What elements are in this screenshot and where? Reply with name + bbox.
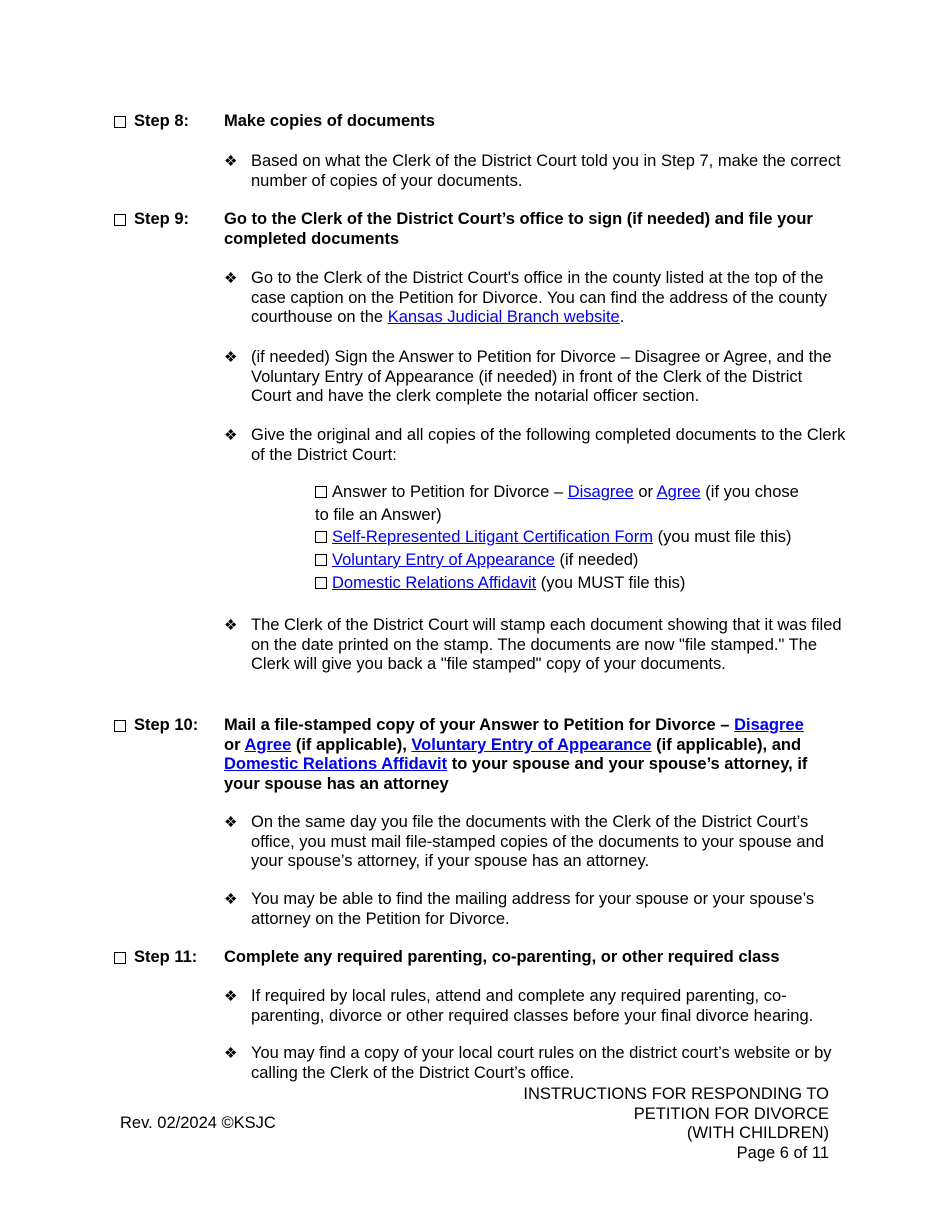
- disagree-link[interactable]: Disagree: [734, 716, 804, 734]
- footer-title-line-3: (WITH CHILDREN): [686, 1124, 829, 1143]
- step-10-heading-text: Mail a file-stamped copy of your Answer to Petition for Divorce –: [224, 716, 735, 734]
- doc-appearance-row: [315, 551, 845, 571]
- bullet-icon: ❖: [224, 891, 238, 908]
- kansas-judicial-branch-link[interactable]: Kansas Judicial Branch website: [387, 308, 620, 327]
- step-9-checkbox[interactable]: [114, 214, 126, 226]
- step-10-bullet-2: You may be able to find the mailing address for your spouse or your spouse’s attorney on the Petition for Divorce.: [251, 890, 815, 928]
- doc-certification-row: [315, 528, 845, 548]
- step-8-checkbox[interactable]: [114, 116, 126, 128]
- bullet-icon: ❖: [224, 814, 238, 831]
- agree-link[interactable]: Agree: [656, 483, 701, 501]
- doc-answer-note: (if you chose: [700, 483, 799, 501]
- footer-revision: Rev. 02/2024 ©KSJC: [120, 1114, 276, 1132]
- doc-affidavit-row: [315, 574, 845, 594]
- step-10-heading-or: or: [224, 735, 245, 754]
- step-9-bullet-4: The Clerk of the District Court will stamp each document showing that it was filed on the date printed on the stamp. The documents are now "file stamped." The Clerk will give you back a "file stamped" copy of your documents.: [251, 616, 842, 674]
- bullet-icon: ❖: [224, 1045, 238, 1062]
- step-10-heading: [224, 716, 844, 794]
- doc-appearance-checkbox[interactable]: [315, 554, 327, 566]
- step-9-label: Step 9:: [134, 210, 190, 228]
- domestic-relations-affidavit-link[interactable]: Domestic Relations Affidavit: [224, 755, 448, 774]
- step-10-checkbox[interactable]: [114, 720, 126, 732]
- step-8-bullet-1: Based on what the Clerk of the District Court told you in Step 7, make the correct number of copies of your documents.: [251, 152, 841, 190]
- step-11-label: Step 11:: [134, 948, 198, 966]
- bullet-icon: ❖: [224, 988, 238, 1005]
- footer-title-line-2: PETITION FOR DIVORCE: [633, 1104, 829, 1123]
- step-9-heading: Go to the Clerk of the District Court’s office to sign (if needed) and file your completed documents: [224, 210, 813, 248]
- step-9-bullet-1: [251, 269, 846, 328]
- doc-affidavit-checkbox[interactable]: [315, 577, 327, 589]
- footer-page-number: Page 6 of 11: [736, 1143, 829, 1162]
- doc-answer-row-cont: to file an Answer): [315, 506, 442, 524]
- voluntary-entry-link[interactable]: Voluntary Entry of Appearance: [411, 735, 652, 754]
- footer-document-title: [523, 1085, 829, 1163]
- doc-affidavit-note: (you MUST file this): [536, 574, 686, 592]
- domestic-relations-affidavit-link[interactable]: Domestic Relations Affidavit: [332, 574, 537, 592]
- doc-answer-or: or: [633, 483, 657, 501]
- bullet-icon: ❖: [224, 270, 238, 287]
- doc-answer-row: [315, 483, 845, 503]
- bullet-icon: ❖: [224, 427, 238, 444]
- step-9-bullet-1-suffix: .: [619, 308, 625, 327]
- doc-certification-note: (you must file this): [652, 528, 792, 546]
- step-11-heading: Complete any required parenting, co-parenting, or other required class: [224, 948, 780, 966]
- bullet-icon: ❖: [224, 617, 238, 634]
- step-8-label: Step 8:: [134, 112, 190, 130]
- step-10-bullet-1: On the same day you file the documents with the Clerk of the District Court’s office, you must mail file-stamped copies of the documents to your spouse and your spouse’s attorney, if your spouse has an attorney.: [251, 813, 824, 871]
- step-11-bullet-2: You may find a copy of your local court rules on the district court’s website or by calling the Clerk of the District Court’s office.: [251, 1044, 832, 1082]
- step-9-bullet-2: (if needed) Sign the Answer to Petition for Divorce – Disagree or Agree, and the Voluntary Entry of Appearance (if needed) in front of the Clerk of the District Court and have the clerk complete the notarial officer section.: [251, 348, 832, 406]
- footer-title-line-1: INSTRUCTIONS FOR RESPONDING TO: [523, 1085, 829, 1103]
- self-represented-certification-link[interactable]: Self-Represented Litigant Certification Form: [332, 528, 653, 546]
- agree-link[interactable]: Agree: [244, 735, 292, 754]
- step-10-label: Step 10:: [134, 716, 199, 734]
- step-11-bullet-1: If required by local rules, attend and complete any required parenting, co-parenting, divorce or other required classes before your final divorce hearing.: [251, 987, 814, 1025]
- disagree-link[interactable]: Disagree: [567, 483, 634, 501]
- step-9-bullet-1-text: Go to the Clerk of the District Court's office in the county listed at the top of the case caption on the Petition for Divorce. You can find the address of the county courthouse on the: [251, 269, 828, 327]
- bullet-icon: ❖: [224, 153, 238, 170]
- doc-answer-text: Answer to Petition for Divorce –: [332, 483, 568, 501]
- doc-appearance-note: (if needed): [554, 551, 639, 569]
- step-11-checkbox[interactable]: [114, 952, 126, 964]
- step-8-heading: Make copies of documents: [224, 112, 435, 130]
- doc-answer-checkbox[interactable]: [315, 486, 327, 498]
- step-10-heading-text-2: (if applicable),: [291, 735, 412, 754]
- step-9-bullet-3: Give the original and all copies of the following completed documents to the Clerk of the District Court:: [251, 426, 846, 464]
- step-10-heading-text-3: (if applicable), and: [651, 735, 802, 754]
- voluntary-entry-link[interactable]: Voluntary Entry of Appearance: [332, 551, 555, 569]
- bullet-icon: ❖: [224, 349, 238, 366]
- doc-certification-checkbox[interactable]: [315, 531, 327, 543]
- step-10-heading-text-4: to your spouse and your spouse’s attorney, if your spouse has an attorney: [224, 755, 808, 793]
